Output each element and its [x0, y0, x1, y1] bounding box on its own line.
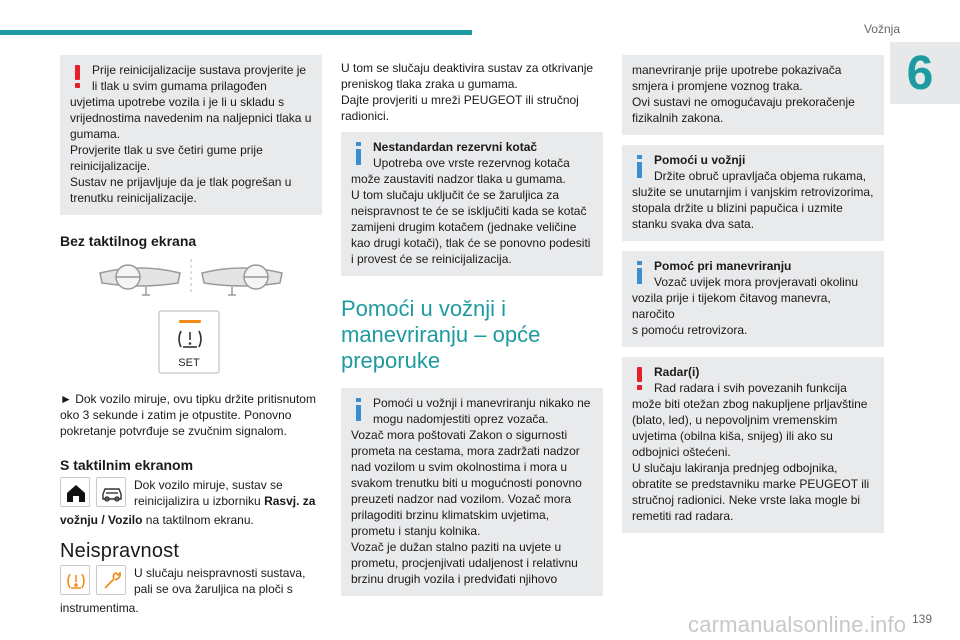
info-box-title: Pomoć pri manevriranju: [654, 259, 792, 273]
info-text: stopala držite u blizini papučica i uzmite: [632, 201, 843, 215]
dashboard-illustration: [60, 259, 322, 379]
warning-box-radar: [622, 357, 884, 533]
warning-text: trenutku reinicijalizacije.: [70, 191, 197, 205]
instruction-text: pokretanje potvrđuje se zvučnim signalom.: [60, 424, 287, 438]
steering-wheel-right-icon: [202, 265, 282, 295]
info-text: prometa na cestama, mora zadržati nadzor: [351, 444, 580, 458]
touchscreen-text: Dok vozilo miruje, sustav se: [134, 478, 283, 492]
vehicle-settings-icon: [96, 477, 126, 507]
malfunction-text: pali se ova žaruljica na ploči s: [134, 582, 293, 596]
column-1: [60, 55, 322, 615]
info-text: kao drugi kotači), tlak će se ponovno podesiti: [351, 236, 591, 250]
info-text: svakom trenutku biti u mogućnosti ponovno: [351, 476, 582, 490]
warning-text: remetiti rad radara.: [632, 509, 734, 523]
warning-text: uvjetima upotrebe vozila i je li u skladu s: [70, 95, 285, 109]
info-icon: [353, 398, 365, 422]
warning-text: U slučaju lakiranja prednjeg odbojnika,: [632, 461, 838, 475]
warning-text: (blato, led), u nepovoljnim vremenskim: [632, 413, 838, 427]
touchscreen-text-part: reinicijalizira u izborniku: [134, 494, 265, 508]
touchscreen-text: [134, 493, 324, 509]
body-text: Dajte provjeriti u mreži PEUGEOT ili stručnoj: [341, 93, 579, 107]
info-text: Vozač je dužan stalno paziti na uvjete u: [351, 540, 562, 554]
page-number: 139: [911, 612, 932, 626]
info-text: može zaustaviti nadzor tlaka u gumama.: [351, 172, 566, 186]
home-icon: [60, 477, 90, 507]
warning-text: li tlak u svim gumama prilagođen: [92, 79, 267, 93]
section-heading-line: Pomoći u vožnji i: [341, 296, 507, 321]
warning-text: Prije reinicijalizacije sustava provjerite je: [92, 63, 307, 77]
info-box-driving-aids: [622, 145, 884, 241]
menu-name: Rasvj. za: [264, 494, 316, 508]
warning-text: gumama.: [70, 127, 121, 141]
info-text: vozila prije i tijekom čitavog manevra, naročito: [632, 291, 831, 321]
info-text: Vozač mora poštovati Zakon o sigurnosti: [351, 428, 568, 442]
service-wrench-icon: [96, 565, 126, 595]
warning-text: uvjetima (obilna kiša, snijeg) ili ako su: [632, 429, 833, 443]
tyre-warning-icon: [60, 565, 90, 595]
column-3: [622, 55, 884, 533]
section-heading-driving-aids: [341, 296, 603, 374]
info-box-title: Nestandardan rezervni kotač: [373, 140, 538, 154]
set-button-indicator: [179, 320, 201, 323]
warning-text: stručnoj radionici. Neke vrste laka mogle bi: [632, 493, 861, 507]
section-heading-line: manevriranju – opće: [341, 322, 541, 347]
header-accent-bar: [0, 30, 472, 35]
info-text: prilagoditi brzinu klimatskim uvjetima,: [351, 508, 550, 522]
info-text: prometu, procjenjivati udaljenost i relativnu: [351, 556, 578, 570]
info-text: stanku svaka dva sata.: [632, 217, 755, 231]
heading-no-touchscreen: Bez taktilnog ekrana: [60, 233, 197, 249]
warning-text: Provjerite tlak u sve četiri gume prije: [70, 143, 263, 157]
info-icon: [634, 155, 646, 179]
info-box-spare-wheel: [341, 132, 603, 276]
warning-box-reinit: [60, 55, 322, 215]
info-text: s pomoću retrovizora.: [632, 323, 748, 337]
info-box-continued: [622, 55, 884, 135]
info-box-manoeuvring: [622, 251, 884, 347]
instruction-text: oko 3 sekunde i zatim je otpustite. Ponovno: [60, 408, 292, 422]
warning-box-title: Radar(i): [654, 365, 700, 379]
instruction-text: ► Dok vozilo miruje, ovu tipku držite pritisnutom: [60, 392, 316, 406]
malfunction-text: U slučaju neispravnosti sustava,: [134, 566, 306, 580]
chapter-number: 6: [906, 47, 934, 100]
warning-text: Sustav ne prijavljuje da je tlak pogrešan u: [70, 175, 292, 189]
info-icon: [634, 261, 646, 285]
info-text: i provest će se reinicijalizacija.: [351, 252, 512, 266]
info-text: fizikalnih zakona.: [632, 111, 724, 125]
malfunction-text: instrumentima.: [60, 601, 139, 615]
warning-text: odbojnici oštećeni.: [632, 445, 731, 459]
info-text: nad vozilom u svim okolnostima i mora u: [351, 460, 568, 474]
menu-path: vožnju / Vozilo: [60, 513, 143, 527]
info-text: Držite obruč upravljača objema rukama,: [654, 169, 867, 183]
info-text: Ovi sustavi ne omogućavaju prekoračenje: [632, 95, 855, 109]
warning-text: može biti otežan zbog nakupljene prljavštine: [632, 397, 868, 411]
watermark: carmanualsonline.info: [688, 612, 907, 637]
info-text: preuzeti nadzor nad vozilom. Vozač mora: [351, 492, 572, 506]
info-text: U tom slučaju uključit će se žaruljica za: [351, 188, 560, 202]
tyre-pressure-icon-dot: [189, 342, 192, 345]
info-text: mogu nadomjestiti oprez vozača.: [373, 412, 549, 426]
warning-text: obratite se predstavniku marke PEUGEOT ili: [632, 477, 870, 491]
steering-wheel-left-icon: [100, 265, 180, 295]
body-text: preniskog tlaka zraka u gumama.: [341, 77, 518, 91]
info-text: brzinu drugih vozila i predviđati njihovo: [351, 572, 558, 586]
warning-icon: [72, 65, 84, 89]
body-text: radionici.: [341, 109, 390, 123]
warning-icon: [634, 367, 646, 391]
info-text: neispravnost te će se isključiti kada se kotač: [351, 204, 587, 218]
heading-touchscreen: S taktilnim ekranom: [60, 457, 194, 473]
info-box-general: [341, 388, 603, 596]
info-text: manevriranje prije upotrebe pokazivača: [632, 63, 842, 77]
touchscreen-text-part: na taktilnom ekranu.: [142, 513, 254, 527]
info-box-title: Pomoći u vožnji: [654, 153, 746, 167]
warning-text: Rad radara i svih povezanih funkcija: [654, 381, 847, 395]
section-heading-line: preporuke: [341, 348, 441, 373]
info-text: smjera i promjene voznog traka.: [632, 79, 803, 93]
heading-malfunction: Neispravnost: [60, 540, 180, 562]
info-text: prometu i stanju kolnika.: [351, 524, 481, 538]
info-text: Pomoći u vožnji i manevriranju nikako ne: [373, 396, 591, 410]
info-icon: [353, 142, 365, 166]
set-label: SET: [178, 357, 200, 369]
column-2: [341, 55, 603, 596]
touchscreen-text: [60, 512, 330, 528]
info-text: služite se unutarnjim i vanjskim retrovizorima,: [632, 185, 874, 199]
body-text: U tom se slučaju deaktivira sustav za otkrivanje: [341, 61, 594, 75]
section-title: Vožnja: [863, 22, 900, 36]
warning-text: vrijednostima navedenim na naljepnici tlaka u: [70, 111, 312, 125]
warning-text: reinicijalizacije.: [70, 159, 151, 173]
info-text: zamijeni drugim kotačem (jednake veličine: [351, 220, 577, 234]
info-text: Vozač uvijek mora provjeravati okolinu: [654, 275, 859, 289]
info-text: Upotreba ove vrste rezervnog kotača: [373, 156, 570, 170]
chapter-tab: [890, 42, 960, 104]
